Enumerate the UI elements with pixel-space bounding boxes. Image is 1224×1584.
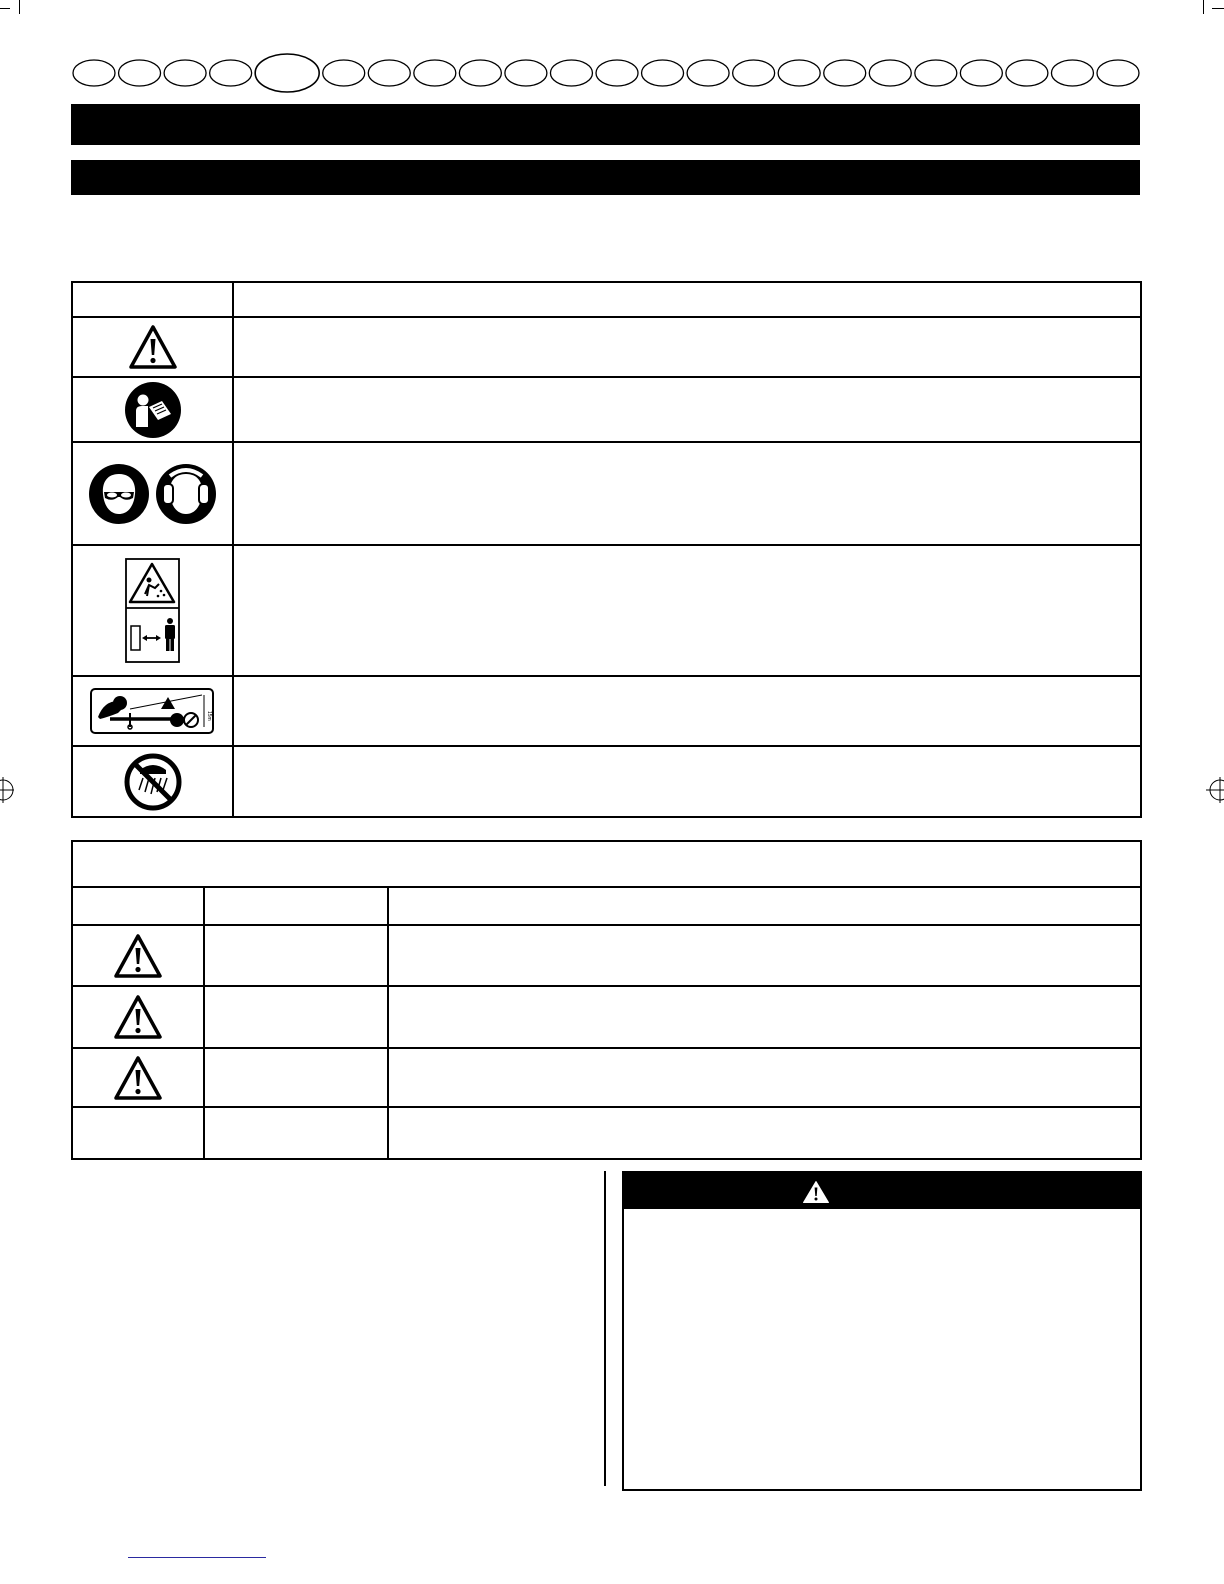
language-tab[interactable] — [164, 60, 206, 86]
language-tab[interactable] — [210, 60, 252, 86]
signal-symbol-empty — [72, 1107, 204, 1159]
warning-triangle-icon — [128, 324, 178, 370]
symbol-description — [233, 442, 1141, 545]
signal-words-table — [71, 840, 1142, 1160]
no-rain-icon — [123, 752, 183, 812]
signal-meaning — [388, 925, 1141, 986]
language-tab[interactable] — [960, 60, 1002, 86]
language-tab[interactable] — [869, 60, 911, 86]
registration-mark-left — [0, 775, 16, 805]
language-tab[interactable] — [733, 60, 775, 86]
warning-box — [622, 1171, 1142, 1491]
svg-text:15m: 15m — [205, 711, 212, 721]
warning-box-header — [624, 1173, 1140, 1209]
table-row — [72, 377, 1141, 442]
symbol-description — [233, 377, 1141, 442]
table-row — [72, 545, 1141, 676]
subsection-title-bar — [71, 160, 1140, 195]
language-tabs — [0, 0, 1224, 100]
language-tab[interactable] — [459, 60, 501, 86]
language-tab[interactable] — [596, 60, 638, 86]
table-row — [72, 1048, 1141, 1107]
signal-meaning — [388, 1107, 1141, 1159]
table-row — [72, 1107, 1141, 1159]
header-cell-symbol — [72, 282, 233, 317]
footer-line — [128, 1557, 266, 1558]
language-tab-active[interactable] — [255, 54, 319, 92]
language-tab[interactable] — [824, 60, 866, 86]
table-row — [72, 986, 1141, 1048]
section-title-bar — [71, 104, 1140, 145]
signal-table-caption-row — [72, 841, 1141, 887]
table-row — [72, 442, 1141, 545]
language-tab[interactable] — [368, 60, 410, 86]
header-cell-description — [233, 282, 1141, 317]
table-row — [72, 746, 1141, 817]
symbol-description — [233, 676, 1141, 746]
language-tab[interactable] — [687, 60, 729, 86]
warning-triangle-icon — [113, 933, 163, 979]
language-tab[interactable] — [414, 60, 456, 86]
header-cell-signal — [204, 887, 388, 925]
table-row — [72, 925, 1141, 986]
signal-table-caption — [72, 841, 1141, 887]
kickback-warning-icon — [90, 687, 216, 735]
signal-meaning — [388, 1048, 1141, 1107]
language-tab[interactable] — [1097, 60, 1139, 86]
language-tab[interactable] — [323, 60, 365, 86]
language-tab[interactable] — [915, 60, 957, 86]
signal-word — [204, 1048, 388, 1107]
language-tab[interactable] — [119, 60, 161, 86]
symbol-description — [233, 545, 1141, 676]
header-cell-symbol — [72, 887, 204, 925]
eye-and-ear-protection-icon — [88, 462, 218, 526]
warning-triangle-icon — [113, 994, 163, 1040]
language-tab[interactable] — [642, 60, 684, 86]
symbols-table — [71, 281, 1142, 818]
warning-triangle-icon — [113, 1055, 163, 1101]
signal-word — [204, 986, 388, 1048]
language-tab[interactable] — [1051, 60, 1093, 86]
read-manual-icon — [124, 381, 182, 439]
signal-word — [204, 925, 388, 986]
header-cell-meaning — [388, 887, 1141, 925]
language-tab[interactable] — [505, 60, 547, 86]
table-row — [72, 676, 1141, 746]
column-divider — [604, 1171, 606, 1486]
symbol-description — [233, 317, 1141, 377]
table-row — [72, 317, 1141, 377]
symbol-description — [233, 746, 1141, 817]
language-tab[interactable] — [73, 60, 115, 86]
signal-meaning — [388, 986, 1141, 1048]
language-tab[interactable] — [778, 60, 820, 86]
language-tab[interactable] — [550, 60, 592, 86]
symbols-table-header — [72, 282, 1141, 317]
warning-triangle-icon — [802, 1180, 830, 1204]
language-tab[interactable] — [1006, 60, 1048, 86]
signal-table-header — [72, 887, 1141, 925]
signal-word — [204, 1107, 388, 1159]
thrown-objects-keep-distance-icon — [125, 558, 181, 664]
registration-mark-right — [1200, 775, 1224, 805]
